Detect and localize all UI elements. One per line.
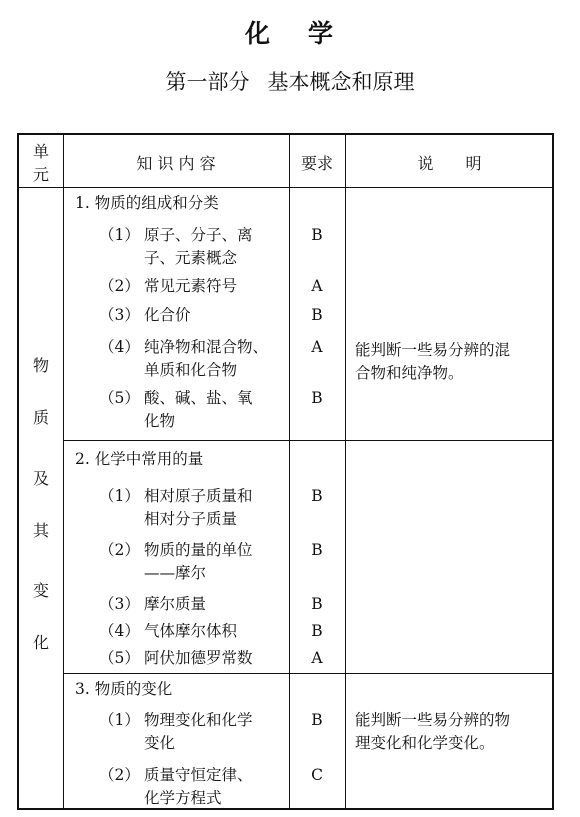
unit-char: 质 [32, 408, 49, 427]
section-subtitle [0, 66, 580, 96]
item-requirement: B [311, 711, 323, 729]
note-text: 能判断一些易分辨的物 [355, 711, 511, 729]
note-text: 合物和纯净物。 [355, 364, 464, 382]
item-text: 相对原子质量和 [144, 487, 253, 505]
item-text: 质量守恒定律、 [144, 766, 253, 784]
item-requirement: B [311, 226, 323, 244]
subtitle-part2: 基本概念和原理 [267, 70, 415, 94]
item-text: 气体摩尔体积 [144, 622, 238, 640]
item-text: 化学方程式 [144, 789, 222, 807]
title-part2: 学 [308, 19, 336, 48]
section-heading: 3. 物质的变化 [75, 680, 173, 698]
item-text: 相对分子质量 [144, 510, 238, 528]
item-text: 原子、分子、离 [144, 226, 253, 244]
item-requirement: B [311, 389, 323, 407]
section-divider-2 [63, 673, 552, 674]
item-number: （3） [99, 306, 140, 324]
section-heading: 2. 化学中常用的量 [75, 450, 204, 468]
header-requirement: 要求 [300, 154, 333, 173]
item-requirement: B [311, 487, 323, 505]
item-requirement: B [311, 541, 323, 559]
section-heading: 1. 物质的组成和分类 [75, 194, 219, 212]
item-requirement: B [311, 306, 323, 324]
header-note: 说 明 [417, 154, 482, 173]
item-text: 化物 [144, 412, 176, 430]
item-requirement: A [311, 649, 323, 667]
note-text: 理变化和化学变化。 [355, 734, 495, 752]
item-text: 阿伏加德罗常数 [144, 649, 253, 667]
unit-char: 及 [32, 469, 49, 488]
header-content: 知 识 内 容 [136, 154, 216, 173]
item-text: 变化 [144, 734, 176, 752]
item-text: 常见元素符号 [144, 277, 238, 295]
unit-char: 其 [32, 521, 49, 540]
item-number: （5） [99, 649, 140, 667]
item-number: （2） [99, 766, 140, 784]
item-number: （1） [99, 711, 140, 729]
item-requirement: C [311, 766, 323, 784]
unit-char: 变 [32, 581, 49, 600]
item-text: 纯净物和混合物、 [144, 338, 269, 356]
item-text: 物理变化和化学 [144, 711, 253, 729]
item-number: （2） [99, 541, 140, 559]
note-text: 能判断一些易分辨的混 [355, 341, 511, 359]
syllabus-table [17, 133, 554, 810]
item-requirement: A [311, 338, 323, 356]
item-text: 子、元素概念 [144, 249, 238, 267]
unit-char: 物 [32, 356, 49, 375]
header-unit-line1: 单 [32, 142, 49, 161]
item-text: 物质的量的单位 [144, 541, 253, 559]
item-text: 摩尔质量 [144, 595, 207, 613]
item-requirement: A [311, 277, 323, 295]
section-divider-1 [63, 440, 552, 441]
item-number: （1） [99, 487, 140, 505]
subtitle-part1: 第一部分 [165, 70, 250, 94]
item-text: 化合价 [144, 306, 191, 324]
item-number: （5） [99, 389, 140, 407]
item-text: ——摩尔 [144, 564, 207, 582]
item-number: （4） [99, 622, 140, 640]
item-number: （3） [99, 595, 140, 613]
title-part1: 化 [244, 19, 272, 48]
item-requirement: B [311, 622, 323, 640]
item-requirement: B [311, 595, 323, 613]
header-divider [19, 187, 552, 188]
item-number: （4） [99, 338, 140, 356]
item-number: （1） [99, 226, 140, 244]
col-divider-unit [63, 135, 64, 808]
col-divider-requirement [345, 135, 346, 808]
page-title [0, 14, 580, 50]
unit-char: 化 [32, 633, 49, 652]
item-number: （2） [99, 277, 140, 295]
item-text: 单质和化合物 [144, 361, 238, 379]
item-text: 酸、碱、盐、氧 [144, 389, 253, 407]
header-unit-line2: 元 [32, 165, 49, 184]
